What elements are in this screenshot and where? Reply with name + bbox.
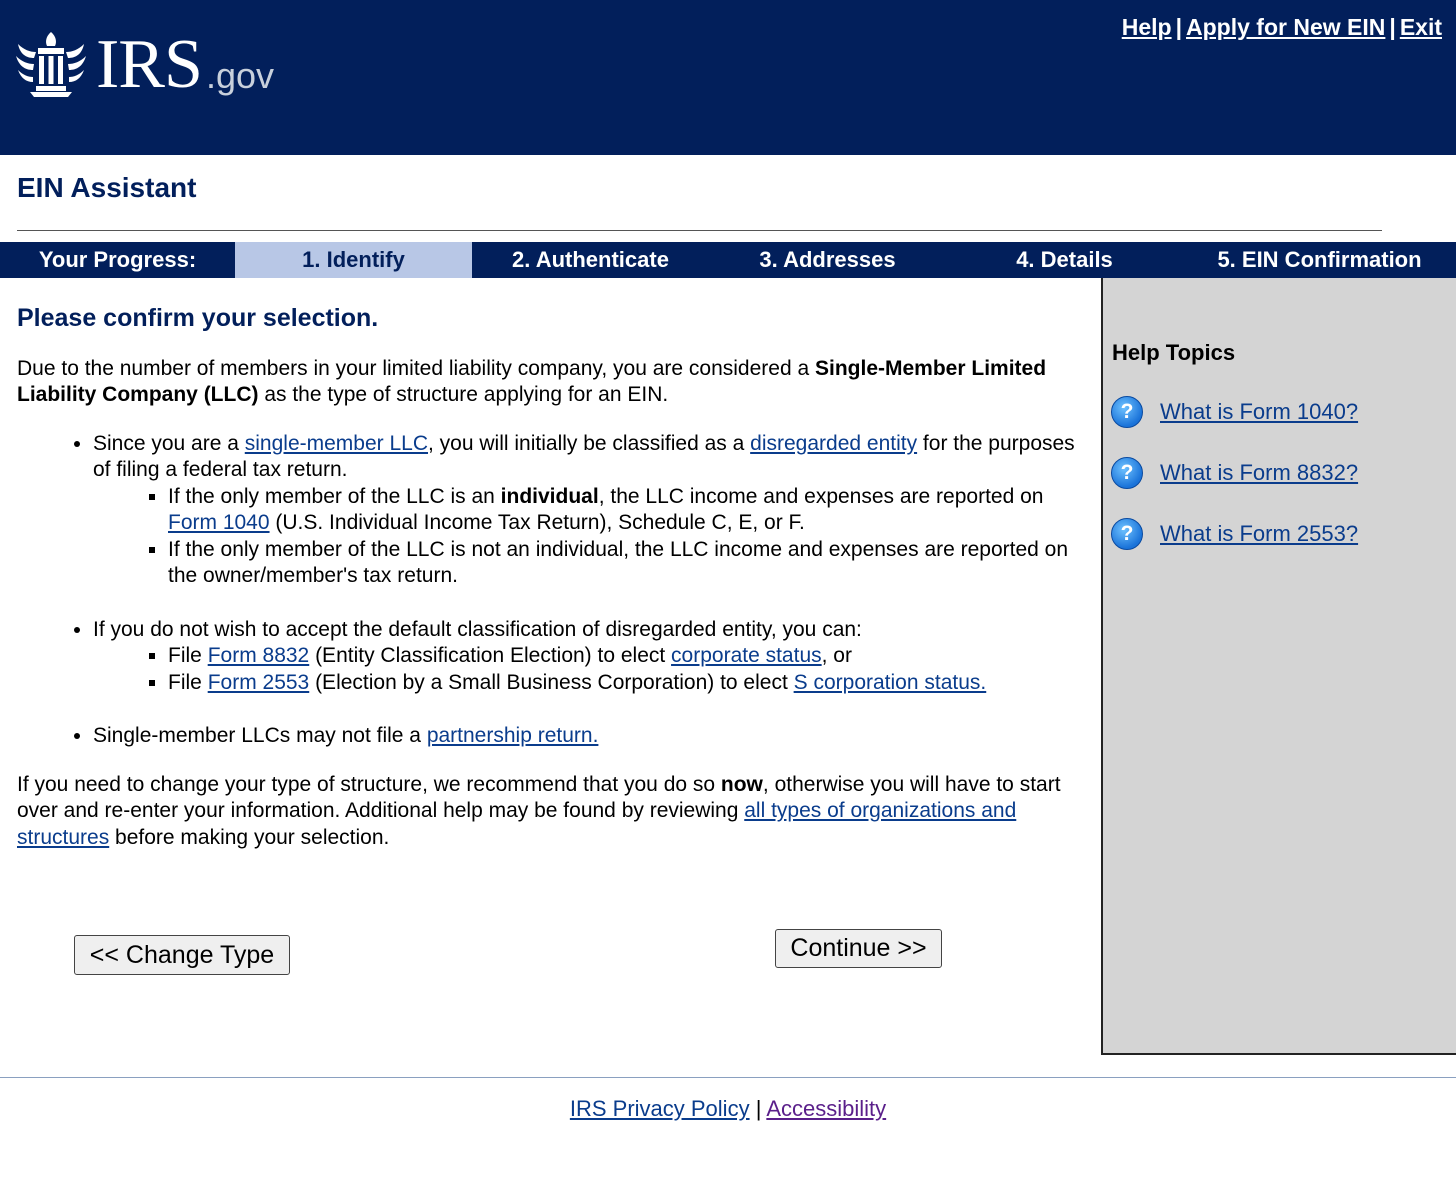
closing-paragraph [17, 772, 1077, 852]
text: Since you are a [93, 431, 245, 455]
intro-paragraph [17, 356, 1077, 409]
question-mark-icon[interactable]: ? [1111, 518, 1143, 550]
progress-step-authenticate: 2. Authenticate [512, 247, 669, 272]
info-list [17, 431, 1077, 750]
list-item [93, 431, 1077, 590]
form-2553-link[interactable]: Form 2553 [207, 670, 310, 694]
irs-logo[interactable] [12, 26, 274, 103]
list-item [93, 617, 1077, 697]
help-link-form-2553[interactable]: What is Form 2553? [1160, 521, 1359, 546]
main-content [17, 300, 1077, 873]
progress-step-details: 4. Details [1016, 247, 1113, 272]
structure-type: Single-Member Limited Liability Company (LLC) [17, 356, 1047, 406]
single-member-llc-link[interactable]: single-member LLC [244, 431, 429, 455]
s-corporation-status-link[interactable]: S corporation status. [793, 670, 987, 694]
text: If the only member of the LLC is an [168, 484, 501, 508]
text: If you do not wish to accept the default classification of disregarded entity, you can: [93, 617, 862, 641]
progress-step-identify: 1. Identify [235, 242, 472, 278]
sub-list-item: ▪ If the only member of the LLC is not an individual, the LLC income and expenses are reported on the owner/member's tax return. [168, 537, 1077, 590]
text: , the LLC income and expenses are reported on [598, 484, 1044, 508]
exit-link[interactable]: Exit [1399, 14, 1442, 40]
question-mark-icon[interactable]: ? [1111, 396, 1143, 428]
help-item-form-2553 [1111, 518, 1358, 550]
site-header [0, 0, 1456, 155]
question-mark-icon[interactable]: ? [1111, 457, 1143, 489]
footer [0, 1096, 1456, 1122]
intro-text-end: as the type of structure applying for an EIN. [258, 383, 669, 406]
text: If you need to change your type of structure, we recommend that you do so [17, 772, 721, 796]
help-link[interactable]: Help [1121, 14, 1172, 40]
progress-label: Your Progress: [38, 247, 197, 272]
intro-text: Due to the number of members in your limited liability company, you are considered a [17, 356, 815, 380]
title-divider [17, 230, 1382, 231]
sub-list [93, 643, 1077, 696]
partnership-return-link[interactable]: partnership return. [426, 724, 599, 747]
text: (Entity Classification Election) to elect [309, 644, 672, 667]
sub-list-item [168, 670, 1077, 697]
progress-step-addresses: 3. Addresses [759, 247, 896, 272]
confirm-heading: Please confirm your selection. [17, 304, 379, 332]
corporate-status-link[interactable]: corporate status [671, 644, 822, 667]
privacy-policy-link[interactable]: IRS Privacy Policy [569, 1096, 750, 1121]
help-item-form-1040 [1111, 396, 1358, 428]
text: (Election by a Small Business Corporation) to elect [309, 670, 794, 694]
help-sidebar [1101, 278, 1456, 1055]
disregarded-entity-link[interactable]: disregarded entity [750, 431, 918, 455]
help-link-form-1040[interactable]: What is Form 1040? [1160, 399, 1359, 424]
sub-list-item [168, 484, 1077, 537]
progress-step-ein-confirmation: 5. EIN Confirmation [1217, 247, 1422, 272]
logo-irs-text: IRS [96, 26, 202, 103]
text: before making your selection. [109, 825, 390, 849]
apply-new-ein-link[interactable]: Apply for New EIN [1186, 14, 1386, 40]
page-title: EIN Assistant [17, 172, 197, 203]
text: , or [821, 644, 852, 667]
continue-button[interactable]: Continue >> [775, 929, 942, 968]
form-1040-link[interactable]: Form 1040 [168, 511, 270, 534]
help-link-form-8832[interactable]: What is Form 8832? [1160, 460, 1359, 485]
footer-divider [0, 1077, 1456, 1078]
text: , otherwise you will have to start over and re-enter your information. Additional help may be found by reviewing [17, 772, 1061, 822]
top-links [1122, 14, 1442, 41]
change-type-button[interactable]: << Change Type [74, 935, 290, 975]
sub-list-item [168, 643, 1077, 670]
bold-text: individual [500, 484, 599, 508]
footer-separator: | [755, 1096, 762, 1121]
text: for the purposes of filing a federal tax return. [93, 431, 1075, 481]
separator: | [1389, 14, 1396, 40]
sub-list [93, 484, 1077, 590]
help-item-form-8832 [1111, 457, 1358, 489]
accessibility-link[interactable]: Accessibility [766, 1096, 887, 1121]
eagle-emblem-icon [12, 26, 90, 98]
list-item [93, 723, 1077, 750]
organization-types-link[interactable]: all types of organizations and structures [17, 799, 1017, 849]
text: File [168, 644, 208, 667]
logo-gov-text: .gov [205, 55, 274, 96]
bold-text: now [720, 772, 763, 796]
text: Single-member LLCs may not file a [93, 724, 427, 747]
text: File [168, 670, 208, 694]
help-topics-title: Help Topics [1112, 340, 1236, 365]
text: , you will initially be classified as a [428, 431, 751, 455]
separator: | [1175, 14, 1183, 40]
progress-bar [0, 242, 1456, 278]
text: (U.S. Individual Income Tax Return), Schedule C, E, or F. [269, 511, 805, 534]
form-8832-link[interactable]: Form 8832 [207, 644, 310, 667]
